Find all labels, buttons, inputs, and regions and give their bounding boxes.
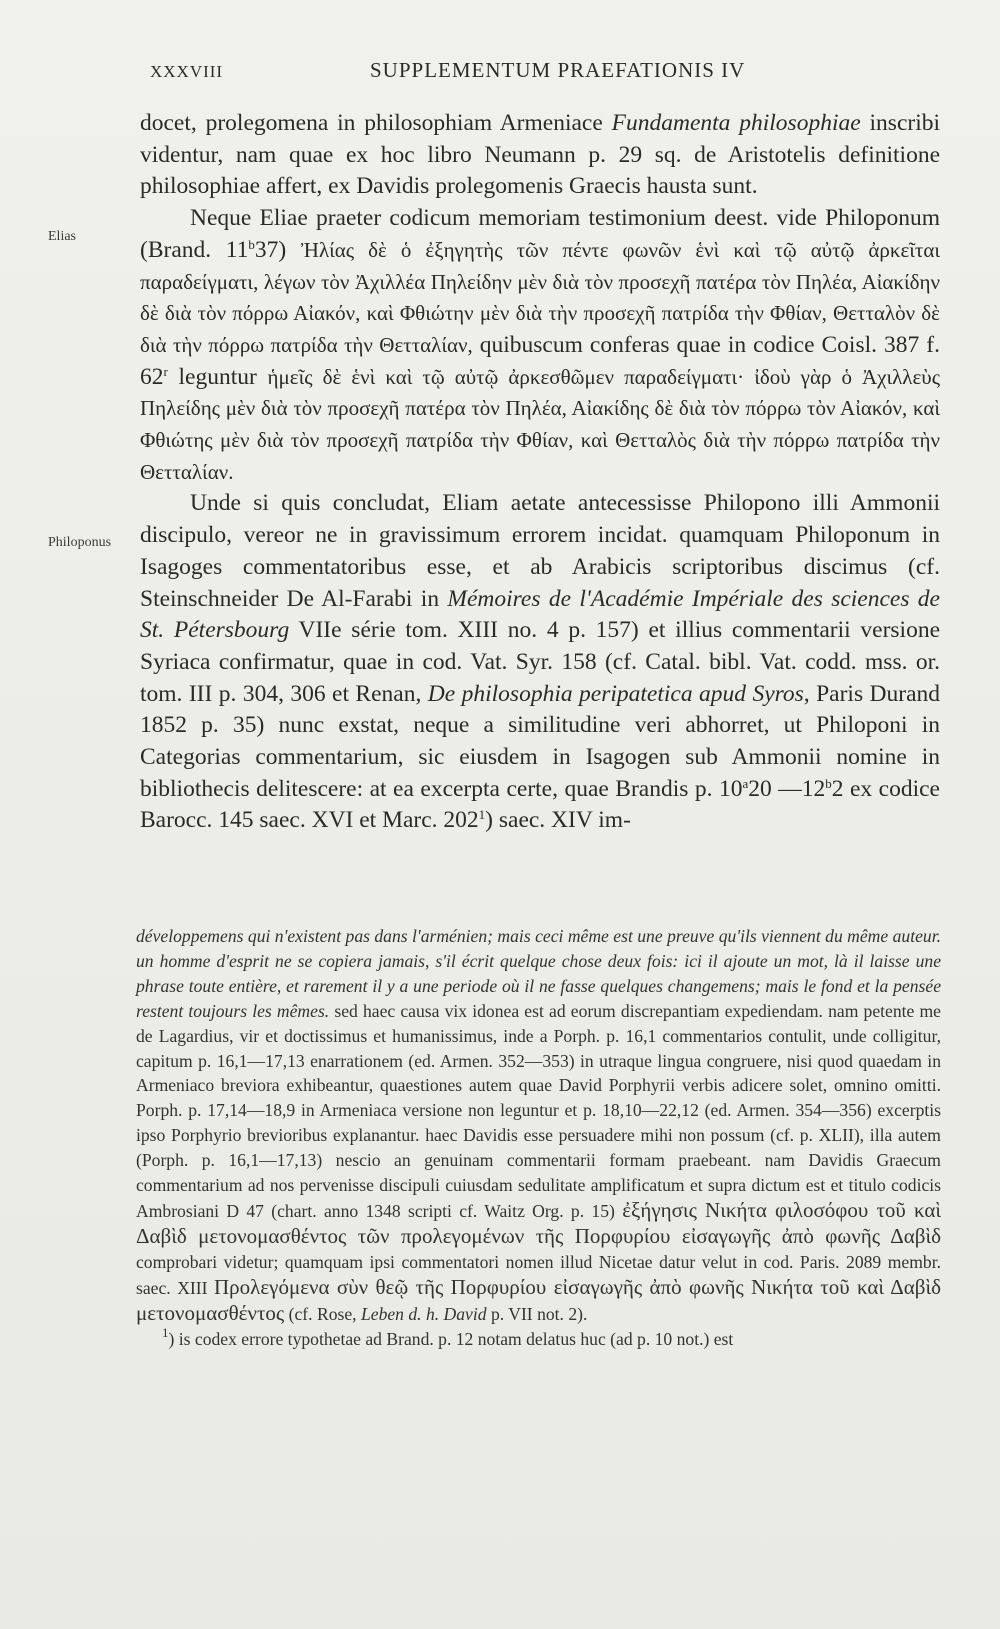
page-number: XXXVIII (150, 62, 224, 81)
footnotes (136, 924, 941, 1351)
superscript: r (163, 363, 168, 379)
text-run: Unde si quis concludat, Eliam aetate antecessisse Philopono illi Ammonii discipulo, vereor ne in gravissimum errorem incidat. quamquam Philoponum in Isagoges commentatoribus esse, et ab Arabicis scriptoribus discimus (cf. Steinschneider De Al-Farabi in (140, 490, 940, 612)
text-run: quibuscum conferas quae in codice Coisl. 387 f. 62 (140, 331, 940, 390)
text-run: inscribi videntur, nam quae ex hoc libro Neumann p. 29 sq. de Aristotelis definitione philosophiae affert, ex Davidis prolegomenis Graecis hausta sunt. (140, 110, 941, 200)
greek-title: ἐξήγησις Νικήτα φιλοσόφου τοῦ καὶ Δαβὶδ μετονομασθέντος τῶν προλεγομένων τῆς Πορφυρίου εἰσαγωγῆς ἀπὸ φωνῆς Δαβὶδ (136, 1197, 941, 1248)
greek-quotation: Ἠλίας δὲ ὁ ἐξηγητὴς τῶν πέντε φωνῶν ἑνὶ καὶ τῷ αὐτῷ ἀρκεῖται παραδείγματι, λέγων τὸν Ἀχιλλέα Πηλείδην μὲν διὰ τὸν προσεχῆ πατέρα τὸν Πηλέα, Αἰακίδην δὲ διὰ τὸν πόρρω Αἰακόν, καὶ Φθιώτην μὲν διὰ τὴν προσεχῆ πατρίδα τὴν Φθίαν, Θετταλὸν δὲ διὰ τὴν πόρρω πατρίδα τὴν Θετταλίαν, (140, 237, 940, 357)
footnote-text: ) is codex errore typothetae ad Brand. p. 12 notam delatus huc (ad p. 10 not.) est (168, 1328, 734, 1349)
greek-quotation: ἡμεῖς δὲ ἑνὶ καὶ τῷ αὐτῷ ἀρκεσθῶμεν παραδείγματι· ἰδοὺ γὰρ ὁ Ἀχιλλεὺς Πηλείδης μὲν διὰ τὸν προσεχῆ πατέρα τὸν Πηλέα, Αἰακίδης δὲ διὰ τὸν πόρρω τὸν Αἰακόν, καὶ Φθιώτης μὲν διὰ τὸν προσεχῆ πατρίδα τὴν Φθίαν, καὶ Θετταλὸς διὰ τὴν πόρρω πατρίδα τὴν Θετταλίαν. (140, 364, 941, 484)
text-run: leguntur (178, 363, 257, 390)
text-run: 20 —12 (748, 775, 826, 802)
book-title: Fundamenta philosophiae (611, 110, 861, 136)
margin-note-elias: Elias (48, 229, 76, 244)
footnote-separator (140, 908, 940, 909)
text-run: 37) (254, 236, 287, 263)
text-run: p. VII not. 2). (490, 1303, 588, 1324)
text-run: 2 ex codice Barocc. 145 saec. XVI et Marc. 202 (140, 775, 940, 834)
text-run: VIIe série tom. XIII no. 4 p. 157) et illius commentarii versione Syriaca confirmatur, quae in cod. Vat. Syr. 158 (cf. Catal. bibl. Vat. codd. mss. or. tom. III p. 304, 306 et Renan, (140, 617, 941, 707)
greek-title: Προλεγόμενα σὺν θεῷ τῆς Πορφυρίου εἰσαγωγῆς ἀπὸ φωνῆς Νικήτα τοῦ καὶ Δαβὶδ μετονομασθέντος (136, 1274, 942, 1325)
footnote-continued (136, 924, 941, 1327)
running-title: SUPPLEMENTUM PRAEFATIONIS IV (370, 58, 746, 82)
superscript: a (742, 775, 749, 791)
paragraph-3 (140, 488, 940, 837)
main-text (140, 108, 940, 837)
text-run: Neque Eliae praeter codicum memoriam testimonium deest. vide Philoponum (Brand. 11 (140, 205, 940, 263)
text-run: ) saec. XIV im- (485, 807, 631, 834)
footnote-mark: 1 (162, 1324, 169, 1340)
text-run: docet, prolegomena in philosophiam Armeniace (140, 110, 603, 136)
book-title: Leben d. h. David (360, 1303, 487, 1324)
superscript: b (825, 775, 832, 791)
footnote-1 (136, 1324, 941, 1352)
superscript: b (248, 236, 255, 252)
footnote-mark: 1 (478, 807, 486, 823)
paragraph-1 (140, 108, 940, 203)
page-header (150, 58, 950, 88)
text-run: , Paris Durand 1852 p. 35) nunc exstat, neque a similitudine veri abhorret, ut Philoponi in Categorias commentarium, sic eiusdem in Isagogen sub Ammonii nomine in bibliothecis delitescere: at ea excerpta certe, quae Brandis p. 10 (140, 680, 941, 802)
journal-title: Mémoires de l'Académie Impériale des sciences de St. Pétersbourg (140, 585, 940, 644)
paragraph-2 (140, 203, 940, 488)
french-quotation: développemens qui n'existent pas dans l'arménien; mais ceci même est une preuve qu'ils viennent du même auteur. un homme d'esprit ne se copiera jamais, s'il écrit quelque chose deux fois: ici il ajoute un mot, là il laisse une phrase toute entière, et rarement il y a une periode où il ne fasse quelques changemens; mais le fond et la pensée restent toujours les mêmes. (136, 926, 941, 1021)
text-run: sed haec causa vix idonea est ad eorum discrepantiam expediendam. nam petente me de Lagardius, vir et doctissimus et humanissimus, inde a Porph. p. 16,1 commentarios contulit, unde colligitur, capitum p. 16,1—17,13 enarrationem (ed. Armen. 352—353) in utraque lingua congruere, nisi quod quaedam in Armeniaco breviora exhibeantur, quaestiones autem quae David Porphyrii verbis adicere solet, omnino omitti. Porph. p. 17,14—18,9 in Armeniaca versione non leguntur et p. 18,10—22,12 (ed. Armen. 354—356) excerptis ipso Porphyrio brevioribus explanantur. haec Davidis esse persuadere mihi non possum (cf. p. XLII), illa autem (Porph. p. 16,1—17,13) nescio an genuinam commentarii formam praebeant. nam Davidis Graecum commentarium ad nos pervenisse discipuli cuiusdam sedulitate amplificatum et supra dictum est et titulo codicis Ambrosiani D 47 (chart. anno 1348 scripti cf. Waitz Org. p. 15) (136, 1000, 941, 1221)
book-title: De philosophia peripatetica apud Syros (427, 680, 804, 707)
margin-note-philoponus: Philoponus (48, 535, 112, 550)
text-run: comprobari videtur; quamquam ipsi commentatori nomen illud Nicetae datur velut in cod. Paris. 2089 membr. saec. XIII (136, 1251, 941, 1298)
text-run: (cf. Rose, (288, 1303, 357, 1324)
